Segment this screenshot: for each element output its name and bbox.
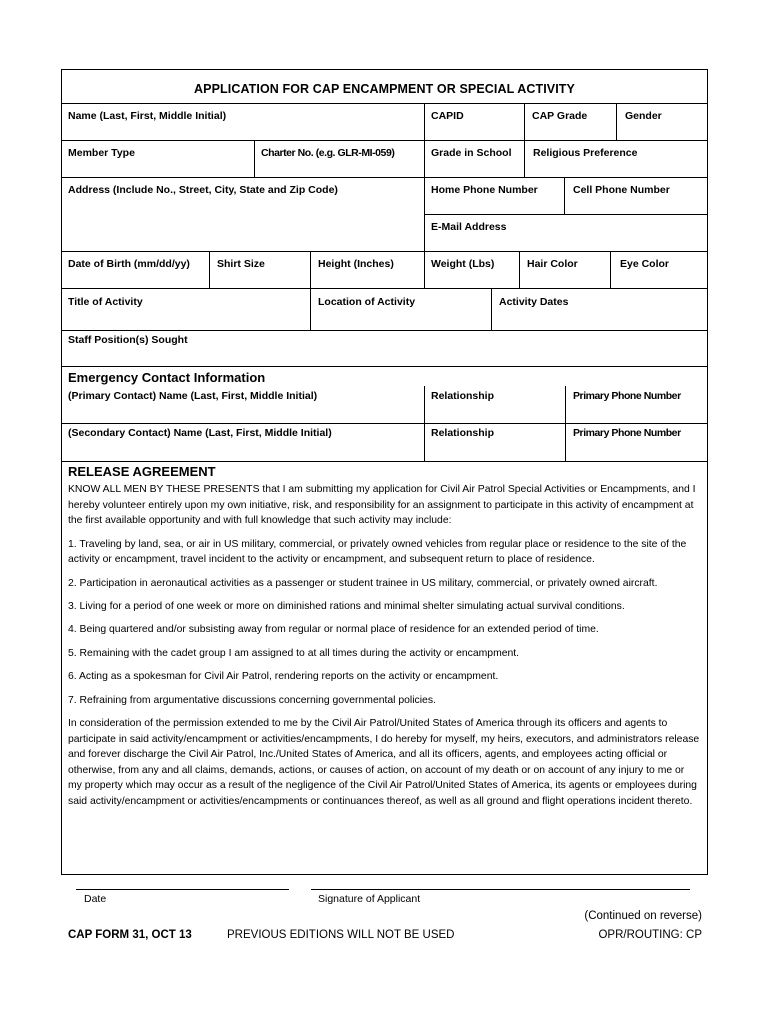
height-label: Height (Inches) xyxy=(318,258,394,270)
member-type-label: Member Type xyxy=(68,147,135,159)
release-item: 3. Living for a period of one week or more on diminished rations and minimal shelter simulating actual survival conditions. xyxy=(68,600,625,612)
release-item: 7. Refraining from argumentative discussions concerning governmental policies. xyxy=(68,694,436,706)
col-divider xyxy=(519,251,520,288)
col-divider xyxy=(565,386,566,461)
release-consideration: In consideration of the permission extended to me by the Civil Air Patrol/United States of America through its officers and agents to participate in said activity/encampment or activities/encampments, I do hereby for myself, my heirs, executors, and administrators release and forever discharge the Civil Air Patrol, Inc./United States of America, and all its officers, agents, and employees acting official or otherwise, from any and all claims, demands, actions, or causes of action, on account of my death or on account of any injury to me or my property which may occur as a result of the negligence of the Civil Air Patrol/United States of America, its agents or employees during said activity/encampment or activities/encampments or continuances thereof, as well as all ground and flight operations incident thereto. xyxy=(68,717,700,807)
grade-in-school-label: Grade in School xyxy=(431,147,512,159)
secondary-phone-label: Primary Phone Number xyxy=(573,427,681,439)
col-divider xyxy=(310,251,311,288)
activity-title-label: Title of Activity xyxy=(68,296,143,308)
signature-label: Signature of Applicant xyxy=(318,893,421,905)
col-divider xyxy=(524,103,525,140)
cell-phone-label: Cell Phone Number xyxy=(573,184,670,196)
home-phone-label: Home Phone Number xyxy=(431,184,538,196)
primary-contact-name-label: (Primary Contact) Name (Last, First, Middle Initial) xyxy=(68,390,318,402)
row-divider xyxy=(62,103,707,104)
col-divider xyxy=(254,140,255,177)
row-divider xyxy=(62,177,707,178)
col-divider xyxy=(564,177,565,214)
secondary-relationship-label: Relationship xyxy=(431,427,495,439)
release-intro: KNOW ALL MEN BY THESE PRESENTS that I am submitting my application for Civil Air Patrol Special Activities or Encampments, and I hereby volunteer entirely upon my own initiative, risk, and responsibility for an assignment to participate in this activity of encampment at the first available opportunity and with full knowledge that such activity may include: xyxy=(68,484,696,527)
row-divider xyxy=(62,288,707,289)
weight-label: Weight (Lbs) xyxy=(431,258,495,270)
release-item: 4. Being quartered and/or subsisting away from regular or normal place of residence for an extended period of time. xyxy=(68,624,599,636)
col-divider xyxy=(491,288,492,330)
col-divider xyxy=(524,140,525,177)
staff-position-label: Staff Position(s) Sought xyxy=(68,334,188,346)
release-text xyxy=(68,482,700,817)
release-item: 5. Remaining with the cadet group I am assigned to at all times during the activity or encampment. xyxy=(68,647,520,659)
col-divider xyxy=(610,251,611,288)
release-item: 2. Participation in aeronautical activities as a passenger or student trainee in US military, commercial, or privately owned aircraft. xyxy=(68,577,658,589)
release-agreement xyxy=(61,462,708,875)
religious-preference-label: Religious Preference xyxy=(533,147,638,159)
emergency-contact-heading: Emergency Contact Information xyxy=(68,370,266,385)
release-item: 1. Traveling by land, sea, or air in US military, commercial, or privately owned vehicles from regular place or residence to the site of the activity or encampment, travel incident to the activity or encampment, and subsequent return to place of residence. xyxy=(68,538,687,566)
signature-line[interactable] xyxy=(311,889,690,890)
secondary-contact-name-label: (Secondary Contact) Name (Last, First, Middle Initial) xyxy=(68,427,332,439)
continued-note: (Continued on reverse) xyxy=(584,910,702,922)
row-divider xyxy=(62,140,707,141)
form-id: CAP FORM 31, OCT 13 xyxy=(68,929,192,941)
date-label: Date xyxy=(84,893,107,905)
eye-color-label: Eye Color xyxy=(620,258,670,270)
row-divider xyxy=(62,423,707,424)
form-title: APPLICATION FOR CAP ENCAMPMENT OR SPECIAL ACTIVITY xyxy=(194,82,575,96)
col-divider xyxy=(424,251,425,288)
editions-note: PREVIOUS EDITIONS WILL NOT BE USED xyxy=(227,929,455,941)
cap-grade-label: CAP Grade xyxy=(532,110,588,122)
application-form xyxy=(61,69,708,462)
row-divider xyxy=(424,214,707,215)
hair-color-label: Hair Color xyxy=(527,258,578,270)
release-item: 6. Acting as a spokesman for Civil Air Patrol, rendering reports on the activity or encampment. xyxy=(68,671,499,683)
date-line[interactable] xyxy=(76,889,289,890)
charter-no-label: Charter No. (e.g. GLR-MI-059) xyxy=(261,147,395,159)
activity-dates-label: Activity Dates xyxy=(499,296,569,308)
col-divider xyxy=(209,251,210,288)
address-label: Address (Include No., Street, City, State and Zip Code) xyxy=(68,184,338,196)
col-divider xyxy=(424,386,425,461)
col-divider xyxy=(424,103,425,140)
col-divider xyxy=(424,177,425,251)
release-heading: RELEASE AGREEMENT xyxy=(68,464,216,479)
col-divider xyxy=(616,103,617,140)
name-label: Name (Last, First, Middle Initial) xyxy=(68,110,227,122)
row-divider xyxy=(62,366,707,367)
gender-label: Gender xyxy=(625,110,662,122)
primary-relationship-label: Relationship xyxy=(431,390,495,402)
primary-phone-label: Primary Phone Number xyxy=(573,390,681,402)
activity-location-label: Location of Activity xyxy=(318,296,416,308)
col-divider xyxy=(310,288,311,330)
dob-label: Date of Birth (mm/dd/yy) xyxy=(68,258,190,270)
opr-routing: OPR/ROUTING: CP xyxy=(598,929,702,941)
col-divider xyxy=(424,140,425,177)
shirt-size-label: Shirt Size xyxy=(217,258,265,270)
capid-label: CAPID xyxy=(431,110,464,122)
row-divider xyxy=(62,330,707,331)
email-label: E-Mail Address xyxy=(431,221,507,233)
